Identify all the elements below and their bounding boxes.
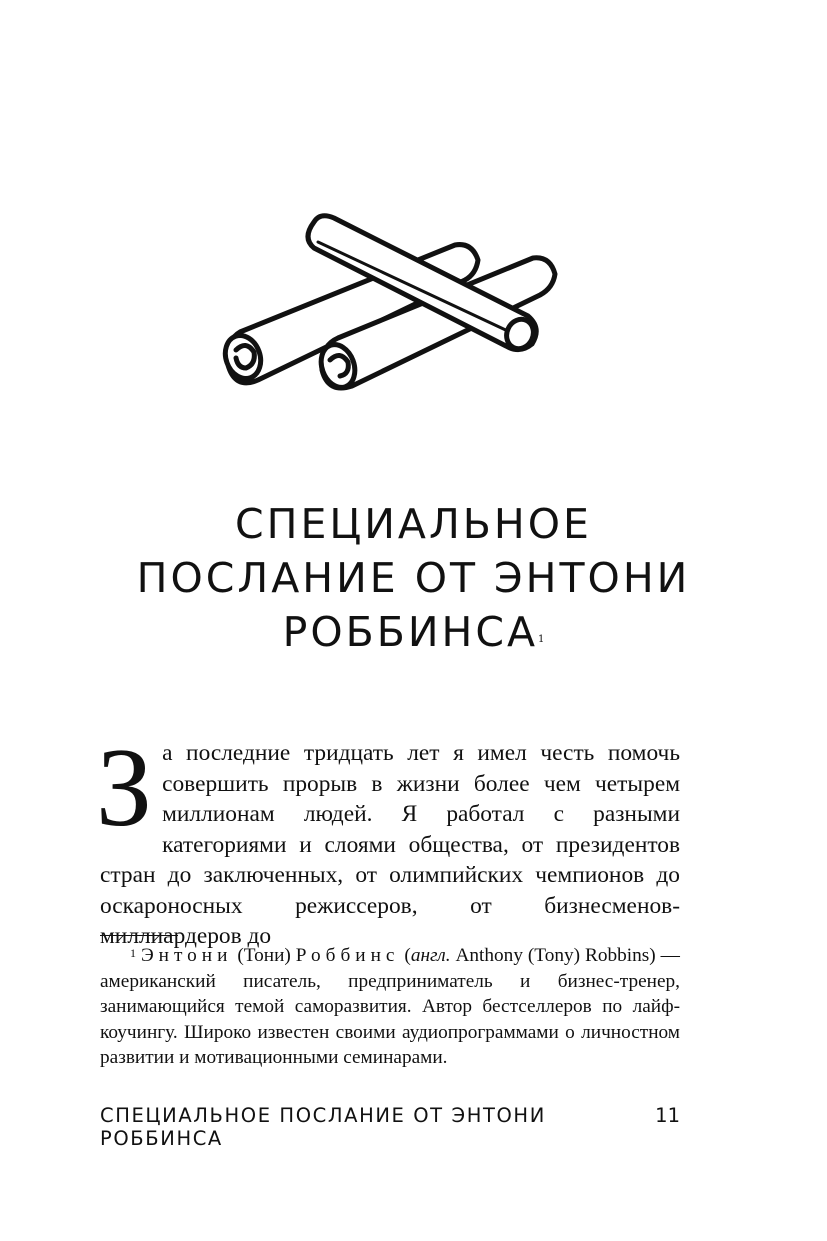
footnote-lang-label: англ. [410, 945, 451, 966]
footnote-text: Anthony (Tony) Robbins) — американский писатель, предприниматель и бизнес-тренер, занимающийся темой саморазвития. Автор бестселлеров по лайф-коучингу. Широко известен своими аудиопрограммами о личностном развитии и мотивационными семинарами. [100, 945, 680, 1069]
chapter-title-line-3-text: РОББИНСА [282, 608, 539, 656]
chapter-title-line-2: ПОСЛАНИЕ ОТ ЭНТОНИ [136, 554, 691, 602]
running-head: СПЕЦИАЛЬНОЕ ПОСЛАНИЕ ОТ ЭНТОНИ РОББИНСА [100, 1104, 546, 1150]
footnote-name: Энтони [140, 945, 233, 966]
body-text: а последние тридцать лет я имел честь помочь совершить прорыв в жизни более чем четырем миллионам людей. Я работал с разными категориями и слоями общества, от президентов стран до заключенных, от олимпийских чемпионов до оскароносных режиссеров, от бизнесменов-миллиардеров до [100, 740, 680, 949]
chapter-title [60, 497, 767, 659]
body-paragraph [96, 726, 680, 952]
footnote: $^1$ Энтони (Тони) Роббинс (англ. Anthony (Tony) Robbins) — американский писатель, предприниматель и бизнес-тренер, занимающийся темой саморазвития. Автор бестселлеров по лайф-коучингу. Широко известен своими аудиопрограммами о личностном развитии и мотивационными семинарами. [100, 945, 680, 1069]
footnote-divider [100, 935, 178, 936]
footnote-mark: 1 [130, 946, 136, 960]
footnote-nick: (Тони) [237, 945, 291, 966]
page-number: 11 [655, 1104, 680, 1127]
page-footer [100, 1104, 680, 1150]
cinnamon-sticks-icon [210, 200, 570, 410]
chapter-title-line-3 [60, 605, 767, 659]
footnote-reference: 1 [538, 634, 545, 645]
footnote-surname: Роббинс [295, 945, 400, 966]
drop-cap: З [96, 726, 153, 850]
chapter-title-line-1: СПЕЦИАЛЬНОЕ [235, 500, 592, 548]
